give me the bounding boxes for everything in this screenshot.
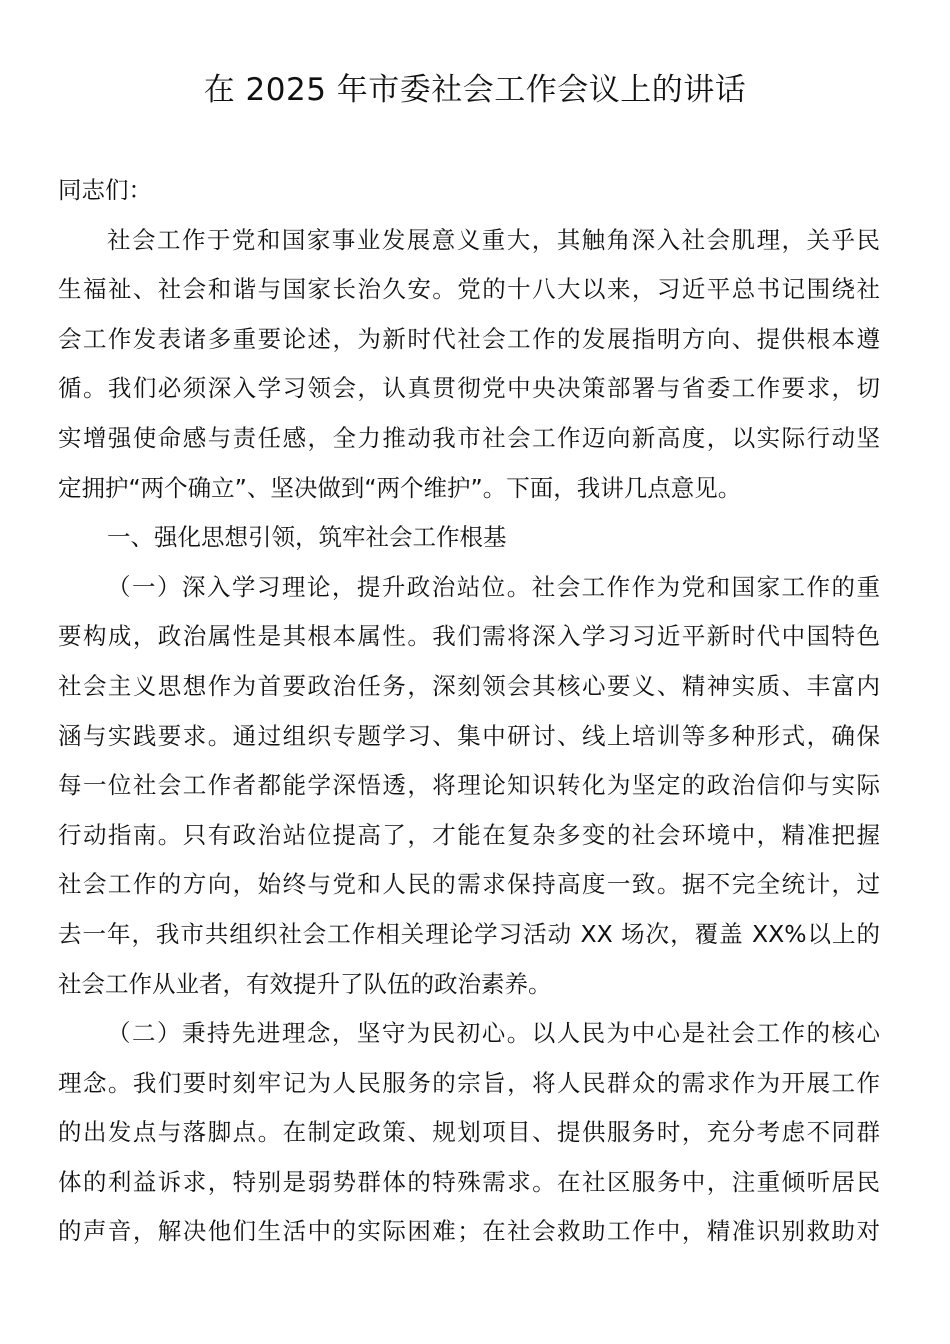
- paragraph-intro: [58, 216, 880, 514]
- paragraph-line: 社会工作从业者，有效提升了队伍的政治素养。: [58, 969, 552, 998]
- paragraph-line: 涵与实践要求。通过组织专题学习、集中研讨、线上培训等多种形式，确保: [58, 721, 880, 750]
- paragraph-line: 会工作发表诸多重要论述，为新时代社会工作的发展指明方向、提供根本遵: [58, 324, 880, 353]
- paragraph-line: 的出发点与落脚点。在制定政策、规划项目、提供服务时，充分考虑不同群: [58, 1118, 880, 1147]
- paragraph-line: 的声音，解决他们生活中的实际困难；在社会救助工作中，精准识别救助对: [58, 1217, 880, 1246]
- paragraph-line: 实增强使命感与责任感，全力推动我市社会工作迈向新高度，以实际行动坚: [58, 423, 880, 452]
- paragraph-theory-study: [58, 563, 880, 1009]
- salutation: 同志们：: [58, 176, 152, 204]
- paragraph-line: 行动指南。只有政治站位提高了，才能在复杂多变的社会环境中，精准把握: [58, 820, 880, 849]
- paragraph-people-centered: [58, 1009, 880, 1257]
- paragraph-line: 社会工作于党和国家事业发展意义重大，其触角深入社会肌理，关乎民: [107, 225, 880, 254]
- section-heading: 一、强化思想引领，筑牢社会工作根基: [107, 523, 507, 552]
- paragraph-line: 定拥护“两个确立”、坚决做到“两个维护”。下面，我讲几点意见。: [58, 473, 742, 502]
- document-title: 在 2025 年市委社会工作会议上的讲话: [203, 72, 747, 108]
- paragraph-line: （二）秉持先进理念，坚守为民初心。以人民为中心是社会工作的核心: [107, 1019, 880, 1048]
- document-body: [58, 166, 880, 1257]
- paragraph-line: 社会主义思想作为首要政治任务，深刻领会其核心要义、精神实质、丰富内: [58, 671, 880, 700]
- paragraph-line: 要构成，政治属性是其根本属性。我们需将深入学习习近平新时代中国特色: [58, 622, 880, 651]
- paragraph-line: 循。我们必须深入学习领会，认真贯彻党中央决策部署与省委工作要求，切: [58, 374, 880, 403]
- paragraph-line: 体的利益诉求，特别是弱势群体的特殊需求。在社区服务中，注重倾听居民: [58, 1167, 880, 1196]
- paragraph-line: （一）深入学习理论，提升政治站位。社会工作作为党和国家工作的重: [107, 572, 880, 601]
- paragraph-line: 社会工作的方向，始终与党和人民的需求保持高度一致。据不完全统计，过: [58, 870, 880, 899]
- paragraph-line: 每一位社会工作者都能学深悟透，将理论知识转化为坚定的政治信仰与实际: [58, 771, 880, 800]
- paragraph-line: 理念。我们要时刻牢记为人民服务的宗旨，将人民群众的需求作为开展工作: [58, 1068, 880, 1097]
- paragraph-line: 生福祉、社会和谐与国家长治久安。党的十八大以来，习近平总书记围绕社: [58, 275, 880, 304]
- paragraph-line: 去一年，我市共组织社会工作相关理论学习活动 XX 场次，覆盖 XX%以上的: [58, 919, 880, 948]
